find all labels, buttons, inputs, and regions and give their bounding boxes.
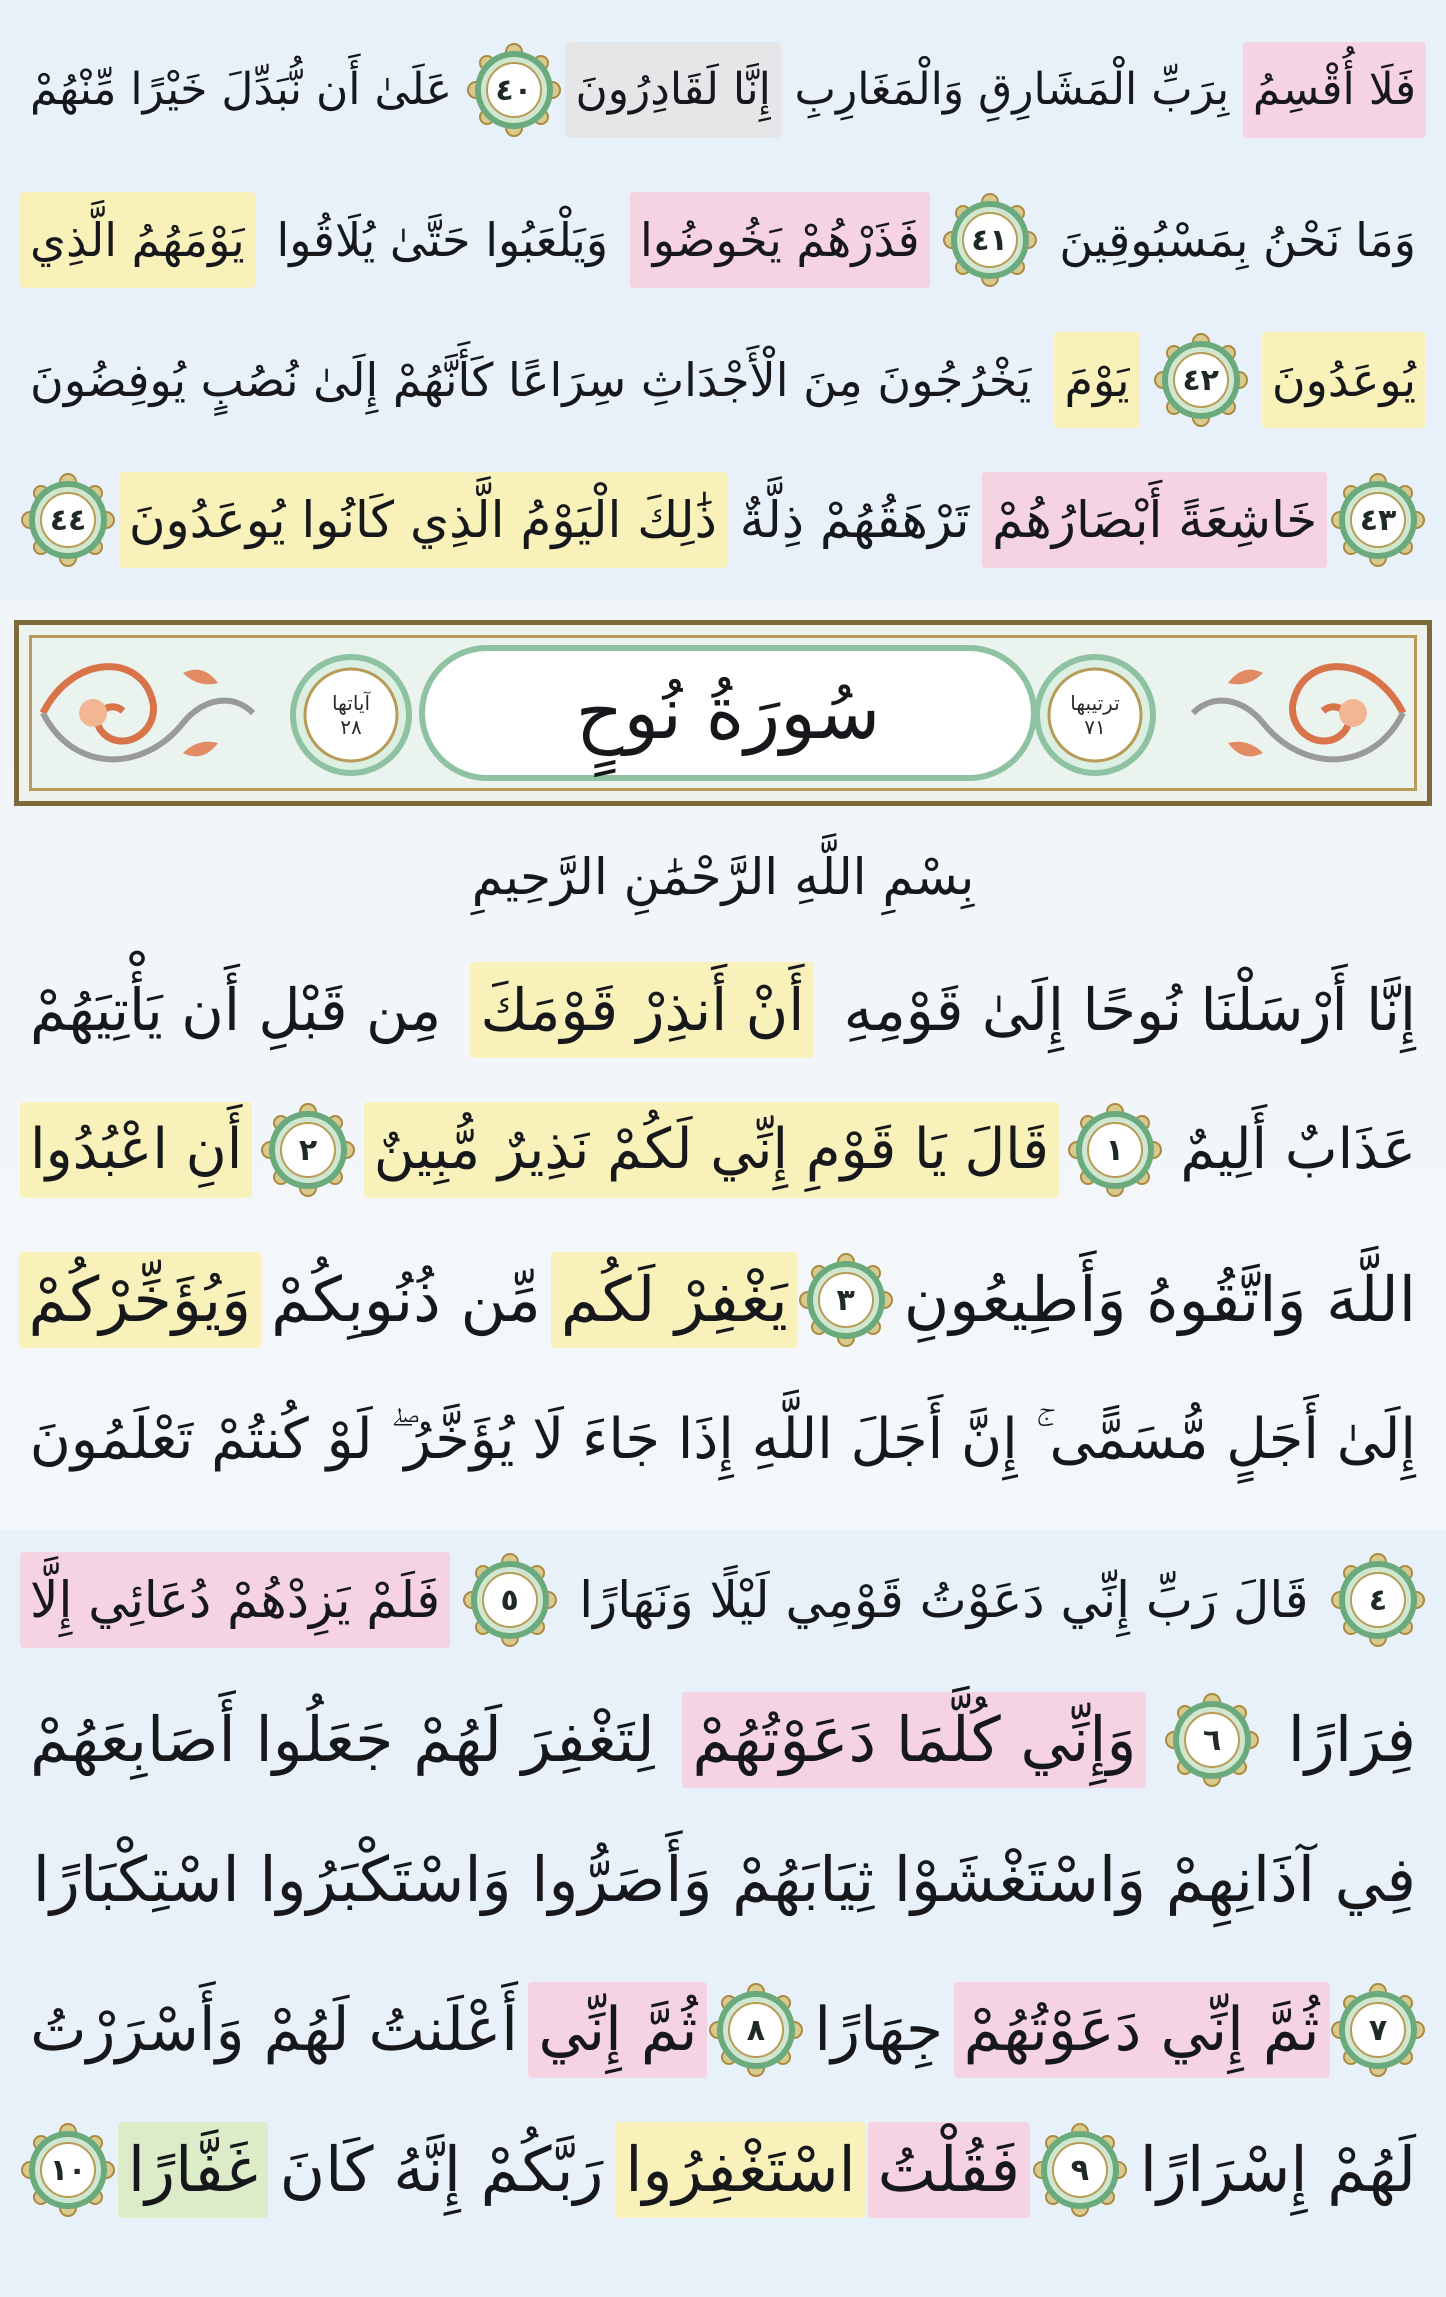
ayah-number: ٤٠ bbox=[495, 72, 533, 108]
verse-text: مِن قَبْلِ أَن يَأْتِيَهُمْ bbox=[30, 976, 442, 1044]
highlighted-verse-text: أَنْ أَنذِرْ قَوْمَكَ bbox=[470, 962, 814, 1058]
verses-label: آياتها bbox=[331, 691, 371, 715]
highlighted-verse-text: غَفَّارًا bbox=[118, 2122, 268, 2218]
highlighted-verse-text: خَاشِعَةً أَبْصَارُهُمْ bbox=[982, 472, 1327, 568]
surah-title: سُورَةُ نُوحٍ bbox=[575, 670, 881, 756]
verse-text: فِي آذَانِهِمْ وَاسْتَغْشَوْا ثِيَابَهُمْ وَأَصَرُّوا وَاسْتَكْبَرُوا اسْتِكْبَارًا bbox=[32, 1843, 1416, 1916]
ayah-number: ١ bbox=[1105, 1132, 1124, 1168]
ayah-number: ٤١ bbox=[971, 222, 1008, 258]
highlighted-verse-text: أَنِ اعْبُدُوا bbox=[20, 1102, 252, 1198]
verse-text: إِنَّا أَرْسَلْنَا نُوحًا إِلَىٰ قَوْمِهِ bbox=[843, 976, 1416, 1044]
ayah-number: ٢ bbox=[298, 1132, 318, 1168]
highlighted-verse-text: وَإِنِّي كُلَّمَا دَعَوْتُهُمْ bbox=[682, 1692, 1146, 1788]
highlighted-verse-text: فَذَرْهُمْ يَخُوضُوا bbox=[630, 192, 930, 288]
verse-text: عَذَابٌ أَلِيمٌ bbox=[1180, 1117, 1416, 1182]
verse-text: أَعْلَنتُ لَهُمْ وَأَسْرَرْتُ bbox=[30, 1995, 518, 2065]
verse-text: لَهُمْ إِسْرَارًا bbox=[1139, 2133, 1416, 2206]
highlighted-verse-text: يَوْمَ bbox=[1054, 332, 1139, 428]
highlighted-verse-text: قَالَ يَا قَوْمِ إِنِّي لَكُمْ نَذِيرٌ مُّبِينٌ bbox=[364, 1102, 1059, 1198]
verse-line bbox=[20, 1090, 1426, 1210]
ayah-number-marker bbox=[1032, 2122, 1128, 2218]
surah-title-plaque bbox=[419, 645, 1037, 781]
floral-ornament-left-icon bbox=[33, 643, 263, 783]
verse-text: وَيَلْعَبُوا حَتَّىٰ يُلَاقُوا bbox=[276, 213, 609, 267]
ayah-number: ٤٤ bbox=[49, 502, 87, 538]
verse-text: فِرَارًا bbox=[1287, 1703, 1416, 1776]
order-label: ترتيبها bbox=[1070, 691, 1120, 715]
ayah-number-marker bbox=[942, 192, 1038, 288]
highlighted-verse-text: ذَٰلِكَ الْيَوْمُ الَّذِي كَانُوا يُوعَدُونَ bbox=[119, 472, 727, 568]
verse-line bbox=[20, 950, 1426, 1070]
verse-text: إِلَىٰ أَجَلٍ مُّسَمًّى ۚ إِنَّ أَجَلَ اللَّهِ إِذَا جَاءَ لَا يُؤَخَّرُ ۖ لَوْ كُنتُمْ تَعْلَمُونَ bbox=[29, 1407, 1416, 1472]
ayah-number-marker bbox=[708, 1982, 804, 2078]
order-value: ٧١ bbox=[1084, 715, 1106, 739]
ayah-number-marker bbox=[1330, 1552, 1426, 1648]
verse-text: قَالَ رَبِّ إِنِّي دَعَوْتُ قَوْمِي لَيْلًا وَنَهَارًا bbox=[579, 1571, 1309, 1629]
verses-value: ٢٨ bbox=[340, 715, 362, 739]
ayah-number-marker bbox=[1067, 1102, 1163, 1198]
verse-line bbox=[20, 1820, 1426, 1940]
verse-text: اللَّهَ وَاتَّقُوهُ وَأَطِيعُونِ bbox=[903, 1263, 1416, 1336]
highlighted-verse-text: اسْتَغْفِرُوا bbox=[615, 2122, 866, 2218]
highlighted-verse-text: وَيُؤَخِّرْكُمْ bbox=[19, 1252, 262, 1348]
ayah-number: ٩ bbox=[1070, 2152, 1090, 2188]
verse-line bbox=[20, 180, 1426, 300]
verse-text: رَبَّكُمْ إِنَّهُ كَانَ bbox=[279, 2133, 604, 2206]
floral-ornament-right-icon bbox=[1183, 643, 1413, 783]
verse-count-medallion bbox=[289, 653, 413, 777]
ayah-number-marker bbox=[466, 42, 562, 138]
ayah-number-marker bbox=[20, 2122, 116, 2218]
surah-header-banner bbox=[14, 620, 1432, 806]
ayah-number-marker bbox=[1153, 332, 1249, 428]
verse-text: تَرْهَقُهُمْ ذِلَّةٌ bbox=[739, 491, 970, 549]
ayah-number-marker bbox=[260, 1102, 356, 1198]
highlighted-verse-text: يُوعَدُونَ bbox=[1262, 332, 1426, 428]
verse-line bbox=[20, 1680, 1426, 1800]
highlighted-verse-text: يَغْفِرْ لَكُم bbox=[551, 1252, 798, 1348]
ayah-number: ٣ bbox=[836, 1282, 855, 1318]
verse-text: وَمَا نَحْنُ بِمَسْبُوقِينَ bbox=[1059, 213, 1416, 267]
verse-line bbox=[20, 1380, 1426, 1500]
highlighted-verse-text: يَوْمَهُمُ الَّذِي bbox=[20, 192, 255, 288]
ayah-number: ٨ bbox=[746, 2012, 766, 2048]
verse-text: يَخْرُجُونَ مِنَ الْأَجْدَاثِ سِرَاعًا كَأَنَّهُمْ إِلَىٰ نُصُبٍ يُوفِضُونَ bbox=[30, 353, 1032, 407]
verse-text: عَلَىٰ أَن نُّبَدِّلَ خَيْرًا مِّنْهُمْ bbox=[30, 64, 452, 115]
ayah-number-marker bbox=[798, 1252, 894, 1348]
ayah-number: ١٠ bbox=[49, 2152, 87, 2188]
highlighted-verse-text: فَقُلْتُ bbox=[868, 2122, 1030, 2218]
verse-text: بِرَبِّ الْمَشَارِقِ وَالْمَغَارِبِ bbox=[794, 64, 1230, 115]
ayah-number: ٧ bbox=[1368, 2012, 1388, 2048]
ayah-number: ٤٣ bbox=[1359, 502, 1397, 538]
ayah-number: ٤٢ bbox=[1182, 362, 1219, 398]
ayah-number: ٦ bbox=[1202, 1722, 1222, 1758]
highlighted-verse-text: ثُمَّ إِنِّي bbox=[528, 1982, 707, 2078]
verse-line bbox=[20, 460, 1426, 580]
highlighted-verse-text: فَلَا أُقْسِمُ bbox=[1243, 42, 1426, 138]
verse-text: جِهَارًا bbox=[814, 1995, 944, 2065]
verse-text: مِّن ذُنُوبِكُمْ bbox=[271, 1263, 541, 1336]
ayah-number: ٥ bbox=[500, 1582, 519, 1618]
basmala: بِسْمِ اللَّهِ الرَّحْمَٰنِ الرَّحِيمِ bbox=[471, 848, 975, 906]
verse-line bbox=[20, 1540, 1426, 1660]
verse-line bbox=[20, 2110, 1426, 2230]
ayah-number-marker bbox=[1330, 472, 1426, 568]
verse-line bbox=[20, 320, 1426, 440]
highlighted-verse-text: إِنَّا لَقَادِرُونَ bbox=[565, 42, 780, 138]
verse-line bbox=[20, 1970, 1426, 2090]
verse-text: لِتَغْفِرَ لَهُمْ جَعَلُوا أَصَابِعَهُمْ bbox=[30, 1703, 655, 1776]
highlighted-verse-text: فَلَمْ يَزِدْهُمْ دُعَائِي إِلَّا bbox=[20, 1552, 450, 1648]
ayah-number-marker bbox=[462, 1552, 558, 1648]
verse-line bbox=[20, 1240, 1426, 1360]
highlighted-verse-text: ثُمَّ إِنِّي دَعَوْتُهُمْ bbox=[954, 1982, 1330, 2078]
surah-order-medallion bbox=[1033, 653, 1157, 777]
ayah-number-marker bbox=[1164, 1692, 1260, 1788]
ayah-number: ٤ bbox=[1368, 1582, 1388, 1618]
ayah-number-marker bbox=[1330, 1982, 1426, 2078]
ayah-number-marker bbox=[20, 472, 116, 568]
verse-line bbox=[20, 30, 1426, 150]
